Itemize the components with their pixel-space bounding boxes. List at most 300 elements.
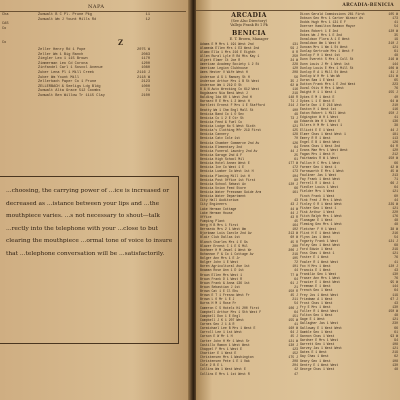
listing-number: 175 J <box>288 355 298 360</box>
listing-number: 44 W <box>290 206 298 211</box>
listing-number: 172 <box>292 165 298 170</box>
listing-number: 214 J <box>288 103 298 108</box>
listing-name: Doerner Hamilton Beamon Mayor <box>300 24 356 29</box>
listing-number: 38 W <box>390 226 398 231</box>
listing-number: 120 <box>392 148 398 153</box>
listing-name: Fagan Mrs 1 West H <box>300 152 335 157</box>
listing-number: 223 <box>392 82 398 87</box>
listing-name: Campbell Don 1 E Engl <box>200 313 241 318</box>
listing-name: Benicia Lumber Co West 1st H <box>200 169 254 174</box>
listing-name: Emery R R 1 West <box>300 135 331 140</box>
listing-name: Christensen Mrs 1 Washington <box>200 355 254 360</box>
column-b-listings <box>300 12 398 371</box>
listing-name: Gates E 1 West <box>300 350 327 355</box>
listing-name: Benicia Water Pressman Guide Arm <box>200 190 262 195</box>
listing-number: 204 <box>292 363 298 368</box>
listing-number: 64 <box>394 288 398 293</box>
listing-number: 1080 <box>141 66 150 71</box>
listing-name: Gage E 1 West <box>300 317 325 322</box>
listing-number: 38 <box>394 123 398 128</box>
listing-number: 173 <box>392 16 398 21</box>
edge-fragment: Co <box>2 26 7 31</box>
section-letter: Z <box>118 38 124 47</box>
left-upper-listings <box>38 13 150 22</box>
listing-name: Dunlop R A 1 Mill St West <box>300 69 348 74</box>
listing-name: Edwards Wm H 1 West E <box>300 119 341 124</box>
listing-name: Fry E Mrs 1 West <box>300 304 331 309</box>
listing-name: Brown Cat 1 E Cl Ehu <box>200 289 239 294</box>
listing-number: 160 W <box>288 326 298 331</box>
listing-number: 44 <box>294 268 298 273</box>
listing-number: 121 <box>392 317 398 322</box>
listing-number: 41 <box>394 259 398 264</box>
listing-name: Barnard R E Mrs 1 2 West H <box>200 99 250 104</box>
listing-name: Benicia Ice Co West 1 E <box>200 165 244 170</box>
listing-name: Blair Club Dallas 1st <box>200 235 241 240</box>
listing-name: Bohannon F & Co 1 Cottage Av <box>200 251 254 256</box>
listing-name: Benicia's Clothing Mfr 219 First <box>200 128 262 133</box>
column-b <box>300 12 398 371</box>
listing-name: Francis E 1 West <box>300 267 331 272</box>
listing-name: Gallagher Jas 1 West <box>300 321 339 326</box>
listing-number: 64 R <box>390 144 398 148</box>
listing-number: 123 <box>292 346 298 351</box>
listing-number: 41 <box>394 115 398 120</box>
listing-number: 121 J <box>388 238 398 243</box>
listing-number: 2118 W <box>137 75 150 80</box>
listing-name: Benicia School Sebast Av <box>200 181 246 186</box>
listing-number: 45 <box>294 218 298 223</box>
listing-number: 108 <box>392 358 398 363</box>
listing-number: 219 <box>292 251 298 256</box>
listing-number: 121 <box>392 346 398 351</box>
listing-name: Carnes Geo J 1 & R <box>200 322 235 327</box>
listing-name: Benicia Planing Mill 1st H <box>200 173 250 178</box>
listing-number: 155 W <box>288 317 298 322</box>
listing-number: 144 <box>392 61 398 66</box>
arcadia-heading: ARCADIA <box>231 12 267 19</box>
listing-number: 42 W <box>390 164 398 169</box>
listing-number: 176 <box>392 214 398 219</box>
listing-name: Carter John H Mr 1 West Sr <box>200 338 250 343</box>
listing-name: Office <box>200 214 212 219</box>
listing-name: Eilers H M Mr 1 West 1 <box>300 123 343 128</box>
listing-number: 19 <box>394 36 398 41</box>
listing-number: 2123 <box>141 80 150 85</box>
listing-name: Dykes L 1 E West E <box>300 98 335 103</box>
listing-name: Friedman A 1 West <box>300 296 333 301</box>
listing-number: 54 <box>394 24 398 29</box>
listing-number: 121 <box>392 189 398 194</box>
listing-number: 61 <box>294 157 298 162</box>
listing-number: 121 W <box>288 338 298 343</box>
listing-number: 120 J <box>388 263 398 268</box>
listing-number: 64 <box>394 185 398 190</box>
listing-number: 213 <box>392 172 398 177</box>
listing-number: 1000 <box>141 84 150 89</box>
listing-name: Benicia Elementary 2nd <box>200 144 243 149</box>
listing-number: 45 W <box>390 168 398 173</box>
listing-name: Fisk Arthur 1 West <box>300 210 335 214</box>
listing-name: B & N Auto Wrecking Co 612 West <box>200 86 260 91</box>
listing-number: 44 J <box>390 127 398 132</box>
listing-number: 161 <box>292 190 298 195</box>
listing-row <box>38 18 150 23</box>
listing-number: 54 <box>394 234 398 239</box>
listing-number: 116 <box>292 86 298 91</box>
listing-number: 43 <box>394 267 398 272</box>
listing-name: Elliott E E 1 West <box>300 127 335 132</box>
left-section-listings <box>38 48 150 99</box>
listing-name: Fallon H C Mrs 1 West <box>300 160 341 165</box>
listing-number: 40 <box>394 94 398 99</box>
listing-number: 219 <box>292 91 298 96</box>
listing-name: Fairbanks R W 1 West <box>300 156 339 161</box>
listing-name: Farmer Geo 1 West 1 <box>300 164 337 169</box>
listing-number: 25 <box>294 152 298 157</box>
listing-number: 11 <box>145 13 150 17</box>
listing-name: Dixon Gerald Commissions 261 First <box>300 12 366 16</box>
listing-number: 148 R <box>288 95 298 100</box>
listing-name: Lake Herman Cottage <box>200 206 237 211</box>
listing-name: Ferrell R 1 West 1 <box>300 181 335 186</box>
listing-name: Alamo Ella 1 Mrs 216 E Eighth <box>200 49 256 54</box>
listing-number: 120 <box>292 66 298 71</box>
listing-number: 126 <box>392 139 398 144</box>
listing-number: 250 <box>292 53 298 58</box>
listing-number: 45 R <box>290 239 298 244</box>
listing-name: Finley O R 1 West West <box>300 201 343 206</box>
listing-name: Collins Wm 1 West West E <box>200 367 246 372</box>
listing-name: Benicia Lodge No 5 West Sixth <box>200 124 256 129</box>
benicia-heading: BENICIA <box>232 30 266 38</box>
listing-row <box>38 94 150 99</box>
listing-number: 130 J <box>288 342 298 347</box>
benicia-manager: E. T. Brown, Manager <box>229 37 269 42</box>
listing-name: Gamble Geo 1 West <box>300 329 333 334</box>
arcadia-subtitle-2: Vallejo Frank Rt 1 Pk <box>230 23 268 28</box>
listing-number: 64 <box>294 144 298 149</box>
listing-name: Benicia Funeral Laundry 2nd Av <box>200 148 258 153</box>
listing-name: Balding Ida 60 1 West 2nd H <box>200 95 252 100</box>
listing-number: 220 <box>392 210 398 214</box>
listing-number: 130 <box>392 304 398 309</box>
listing-name: Fogarty Frank 1 West <box>300 238 339 243</box>
listing-name: Evans Mae Mrs 1 West West <box>300 148 348 153</box>
listing-number: 105 <box>292 256 298 261</box>
listing-number: 65 <box>394 78 398 82</box>
listing-name: Dunn Everett S Mrs 1 Coll St <box>300 57 354 62</box>
listing-number: 43 <box>294 198 298 203</box>
listing-number: 66 <box>294 185 298 190</box>
edge-fragment: Cha <box>2 13 9 17</box>
listing-name: Christensen Pete 1 E 1 Oak <box>200 359 250 364</box>
listing-name: Edgington W H 1 West <box>300 115 339 120</box>
listing-name: Zinfandel Carl 1 Soscol Avenue <box>38 66 103 71</box>
listing-number: 77 W <box>290 272 298 277</box>
listing-name: Geary Geo 1 West <box>300 358 331 363</box>
listing-number: 64 <box>294 276 298 281</box>
listing-number: 1200 <box>141 61 150 66</box>
listing-name: Castillo Ramon 1 West West <box>200 342 250 347</box>
listing-number: 121 <box>292 124 298 129</box>
listing-name: Brown E T 1 Fresno West Fr <box>200 293 250 298</box>
listing-number: 150 W <box>388 309 398 313</box>
listing-name: Benicia Band Co 1 O Sec <box>200 111 244 116</box>
listing-number: 128 <box>292 132 298 137</box>
listing-name: Blazer Ernest C 1 E G Mil <box>200 243 248 248</box>
listing-number: 67 J <box>390 296 398 301</box>
listing-number: 60 <box>294 119 298 124</box>
listing-name: Benicia Catv Cole 1st <box>200 136 241 141</box>
listing-name: Braun Frank D 1 West R <box>200 276 243 281</box>
listing-name: Ziegler Leo 1 115 Brown <box>38 57 88 62</box>
listing-number: 64 <box>294 309 298 314</box>
listing-name: Alpert Elmer Ct Joe R <box>200 58 241 63</box>
listing-number: 121 <box>392 205 398 210</box>
listing-number: 177 W <box>288 161 298 166</box>
listing-number: 2075 W <box>137 48 150 52</box>
listing-number: 95 W <box>390 280 398 285</box>
listing-number: 45 J <box>290 334 298 339</box>
listing-name: George Chas 1 West <box>300 366 335 371</box>
listing-name: French Geo 1 West <box>300 288 333 293</box>
listing-name: Galloway E 1 West West <box>300 325 343 330</box>
listing-number: 48 <box>394 313 398 318</box>
listing-name: Anderson A G 1 Ramsey St H <box>200 74 250 79</box>
listing-number: 49 <box>294 111 298 116</box>
listing-number: 208 <box>292 359 298 364</box>
listing-name: Duncan Mrs 1 Wm 1 St West <box>300 45 348 49</box>
listing-number: 41 <box>294 322 298 327</box>
listing-number: 144 <box>392 284 398 289</box>
listing-number: 212 <box>392 152 398 157</box>
left-running-head-title: NAPA <box>88 4 105 10</box>
listing-number: 121 <box>392 45 398 49</box>
listing-name: Donaldson Wm 1 West H <box>300 40 341 45</box>
listing-name: Dunlap Gertrude Mrs 1 West F <box>300 49 354 54</box>
listing-name: Dodds Hugh Mrs 1 131 E F <box>300 20 346 25</box>
listing-name: Blanch Charles Mrs 1 E Gs <box>200 239 248 244</box>
listing-name: Cole 2 B E L <box>200 363 223 368</box>
listing-number: 61 <box>394 49 398 54</box>
left-edge-fragments <box>2 13 32 45</box>
listing-number: 216 <box>392 230 398 235</box>
listing-name: Cameron C S Hotels H1 200 First <box>200 305 260 310</box>
listing-number: 2083 <box>141 52 150 57</box>
listing-name: Zumwalt B C Pl. Prune Pkg <box>38 13 92 17</box>
listing-number: 44 J <box>290 148 298 153</box>
listing-name: Braun Frank & Anna 136 1st <box>200 280 250 285</box>
listing-number: 230 <box>392 321 398 326</box>
listing-number: 208 <box>292 70 298 75</box>
column-a <box>200 12 298 376</box>
listing-name: Foster E 1 West <box>300 255 329 260</box>
listing-name: Bjorkman Lois Carole 2nd Av <box>200 231 252 236</box>
listing-number: 43 <box>394 300 398 305</box>
listing-name: Evans Chas 1 West 2nd <box>300 144 341 148</box>
listing-name: Fisher Geo 1 West 1 <box>300 205 337 210</box>
listing-number: 66 J <box>390 181 398 186</box>
listing-name: Elmer Chas 1 West West 1 <box>300 131 346 136</box>
listing-name: Boren Agricultural Ave 1st <box>200 264 250 269</box>
listing-name: Gannon Chas 1 West <box>300 333 335 338</box>
arcadia-subtitle-1: (See Also Directory) <box>231 19 267 23</box>
listing-number: 45 J <box>290 293 298 298</box>
notice-text: ...choosing, the carrying power of ...ice is increased or decreased as ...istance between your lips and ...the mouthpiece varies. ...s not necessary to shout—talk ...rectly into the telephone with your ...close to but clearing the mouthpiece ...ormal tone of voice to insure that ...telephone conversation will be ...satisfactorily. <box>6 188 173 257</box>
listing-name: Dunlop F H 1 West 1st <box>300 53 341 58</box>
listing-name: Carson E W Mr 1 H <box>200 334 233 339</box>
listing-number: 71 <box>394 177 398 181</box>
listing-number: 48 <box>394 53 398 58</box>
listing-number: 2100 <box>141 93 150 98</box>
listing-number: 76 <box>394 86 398 91</box>
listing-name: Burns H M 1 Rose Fr <box>200 301 237 306</box>
listing-name: Fleming Geo Mrs 1 West <box>300 222 343 227</box>
listing-name: Carmichael Lee B Mrs 1 West E <box>200 326 256 331</box>
listing-name: Dunn Louis J Mr 1 West 1st <box>300 61 350 66</box>
listing-name: Frost Chas 1 West <box>300 300 333 305</box>
listing-name: Faulkner Jas 1 West <box>300 172 337 177</box>
listing-name: Dokes Robert 1 E 2nd <box>300 28 339 33</box>
listing-number: 71 J <box>290 99 298 104</box>
listing-number: 130 <box>392 271 398 276</box>
listing-number: 119 <box>392 292 398 297</box>
listing-name: Gay Chas 1 West <box>300 354 329 359</box>
listing-number: 8 R <box>292 49 298 54</box>
listing-number: 150 W <box>388 156 398 161</box>
listing-number: 47 <box>294 371 298 376</box>
listing-name: Gardner E Mrs 1 West <box>300 337 339 342</box>
listing-name: Brown L O Mr 1 E J <box>200 297 235 302</box>
telephone-usage-notice <box>0 176 179 344</box>
listing-name: Franklin Geo 1 West <box>300 271 337 276</box>
listing-name: Fox H Mrs 1 West <box>300 263 331 268</box>
listing-name: Flynn Jas 1 West <box>300 234 331 239</box>
listing-number: 200 <box>292 243 298 248</box>
listing-name: Ames Hester V Wife West H <box>200 70 248 75</box>
listing-name: Zumwalt Wm J Yount Mills Rd <box>38 17 97 22</box>
listing-number: 121 <box>392 251 398 256</box>
listing-name: Fowler R 1 West West <box>300 259 339 264</box>
listing-name: Benicia Hotel Annex West E <box>200 161 250 166</box>
listing-name: Bolger John 1 E West <box>200 260 239 265</box>
left-header-rule <box>0 11 186 12</box>
listing-name: Dunlop W H Mr 1 Wm Wk <box>300 73 341 78</box>
listing-name: Benicia Chamber Commerce 2nd Av <box>200 140 260 145</box>
listing-name: Zellerbach Paper Co 1 Prune <box>38 80 97 85</box>
listing-name: Easton H 1 West 1st <box>300 106 337 111</box>
listing-number: 120 W <box>388 28 398 33</box>
listing-name: Bartlett Ernest F Mrs 1 E Stafford <box>200 103 266 108</box>
listing-name: Fletcher F H 1 West <box>300 226 337 231</box>
listing-number: 43 J <box>290 202 298 207</box>
listing-name: Beatty Wm 1 Chm Engl Mall St <box>200 107 254 112</box>
listing-name: Alameda Ellen Mrs 1 E3 West 2nd <box>200 45 260 50</box>
listing-name: American Academy Society 1 2 St <box>200 62 260 67</box>
listing-number: 35 J <box>290 78 298 83</box>
listing-name: Anderson Wm 1 219 D St <box>200 82 243 87</box>
listing-number: 64 J <box>290 330 298 335</box>
listing-number: 206 J <box>288 247 298 252</box>
listing-name: Chappel F Mrs 1 West E <box>200 346 243 351</box>
listing-name: Dutton Frank Mrs 1 E 2nd West <box>300 82 356 87</box>
listing-number: 228 <box>292 62 298 67</box>
listing-number: 12 <box>145 17 150 22</box>
listing-number: 155 J <box>388 90 398 95</box>
listing-number: 44 J <box>290 210 298 215</box>
listing-name: Fulton Geo 1 West <box>300 313 333 318</box>
left-page <box>0 0 190 400</box>
listing-name: Benicia Cannery <box>200 132 229 137</box>
listing-number: 152 <box>292 350 298 355</box>
listing-number: 62 W <box>290 82 298 87</box>
listing-name: Campbell J K 1 207 West <box>200 317 244 322</box>
listing-number: 70 <box>294 136 298 141</box>
listing-name: Chartier E 1 West E <box>200 350 237 355</box>
listing-name: Ford Edwin 1 West <box>300 247 333 252</box>
listing-name: Dykes E M 1 West E <box>300 94 335 99</box>
column-a-listings <box>200 42 298 376</box>
listing-number: 116 <box>392 106 398 111</box>
listing-number: 66 <box>394 160 398 165</box>
listing-name: Foley Geo 1 West West <box>300 243 341 247</box>
listing-number: 48 <box>394 218 398 223</box>
listing-name: Fuller R 1 West West <box>300 309 339 313</box>
listing-number: 219 <box>392 350 398 355</box>
listing-number: 126 <box>292 140 298 145</box>
listing-number: 61 <box>394 329 398 334</box>
listing-name: Fink Fred J Mrs 1 West <box>300 197 343 202</box>
listing-number: 216 W <box>388 57 398 62</box>
listing-number: 181 <box>392 131 398 136</box>
listing-name: Finch Frank 1 West <box>300 193 335 198</box>
listing-name: Bernardo Mrs 2 1 West Wm <box>200 227 246 232</box>
listing-number: 106 W <box>388 65 398 70</box>
listing-name: Duran Sam 1 E West <box>300 78 335 82</box>
edge-fragment: CAS <box>2 22 9 27</box>
listing-name: Gentry E 1 West West <box>300 362 339 367</box>
listing-number: 101 <box>292 264 298 269</box>
listing-number: 73 J <box>290 115 298 120</box>
listing-name: Fielder Mrs 1 West <box>300 189 335 194</box>
listing-name: City Engineers <box>200 202 227 207</box>
listing-number: 71 <box>145 89 150 94</box>
listing-name: Dobson Geo Mrs 1 Carter Winsor Av <box>300 16 364 21</box>
listing-number: 104 <box>292 173 298 178</box>
listing-name: Donaldson Flora A 1 E West <box>300 36 350 41</box>
listing-number: 62 <box>394 354 398 359</box>
listing-number: 213 W <box>288 231 298 236</box>
listing-name: City Hall Auditorium <box>200 198 239 203</box>
listing-number: 35 <box>394 32 398 37</box>
listing-name: Pumping Plant <box>200 218 225 223</box>
listing-number: 56 <box>294 74 298 79</box>
listing-name: Berg H B Mrs 1 First <box>200 223 239 228</box>
listing-name: Benicia High School Mil <box>200 157 244 162</box>
listing-name: Allen Rural Lyle R Rd Mts Kay 1 <box>200 53 260 58</box>
listing-name: Zuber Wm Yount Mill <box>38 75 79 80</box>
listing-number: 66 <box>394 325 398 330</box>
listing-number: 1170 <box>141 57 150 62</box>
listing-name: Carroll Lee 1 1st West <box>200 330 243 335</box>
listing-number: 60 W <box>290 235 298 240</box>
listing-number: 76 <box>394 276 398 280</box>
right-header-rule <box>196 10 400 11</box>
listing-number: 76 <box>394 255 398 260</box>
listing-name: Benicia Co 1 2 E Ctr St <box>200 115 244 120</box>
listing-number: 72 <box>294 260 298 265</box>
